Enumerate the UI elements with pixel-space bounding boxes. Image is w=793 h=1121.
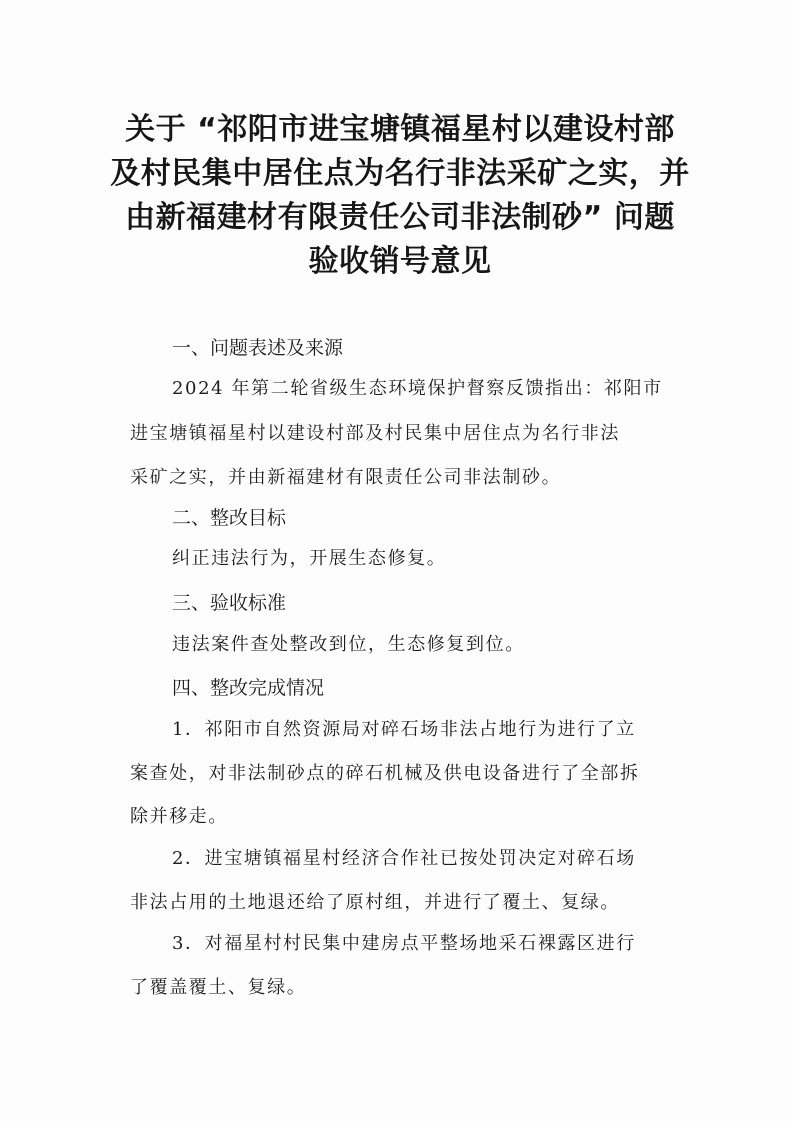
title-line: 及村民集中居住点为名行非法采矿之实，并	[110, 156, 690, 191]
paragraph-line: 违法案件查处整改到位，生态修复到位。	[172, 634, 525, 655]
paragraph-line: 采矿之实，并由新福建材有限责任公司非法制砂。	[130, 467, 562, 488]
list-item-line: 3．对福星村村民集中建房点平整场地采石裸露区进行	[172, 933, 636, 954]
list-item-line: 案查处，对非法制砂点的碎石机械及供电设备进行了全部拆	[130, 763, 640, 784]
list-item-line: 除并移走。	[130, 806, 228, 827]
list-item-line: 了覆盖覆土、复绿。	[130, 977, 307, 998]
title-line: 由新福建材有限责任公司非法制砂” 问题	[125, 200, 675, 235]
title-line: 验收销号意见	[308, 244, 492, 279]
document-title	[100, 108, 700, 284]
section-heading-standard: 三、验收标准	[172, 592, 287, 614]
list-item-line: 非法占用的土地退还给了原村组，并进行了覆土、复绿。	[130, 892, 620, 913]
section-heading-goal: 二、整改目标	[172, 507, 287, 529]
section-heading-source: 一、问题表述及来源	[172, 337, 344, 359]
paragraph-line: 纠正违法行为，开展生态修复。	[172, 548, 447, 569]
list-item-line: 1．祁阳市自然资源局对碎石场非法占地行为进行了立	[172, 719, 636, 740]
title-line: 关于 “祁阳市进宝塘镇福星村以建设村部	[125, 112, 675, 147]
section-heading-completion: 四、整改完成情况	[172, 677, 325, 699]
paragraph-line: 2024 年第二轮省级生态环境保护督察反馈指出：祁阳市	[172, 378, 663, 399]
paragraph-line: 进宝塘镇福星村以建设村部及村民集中居住点为名行非法	[130, 423, 620, 444]
list-item-line: 2．进宝塘镇福星村经济合作社已按处罚决定对碎石场	[172, 848, 636, 869]
